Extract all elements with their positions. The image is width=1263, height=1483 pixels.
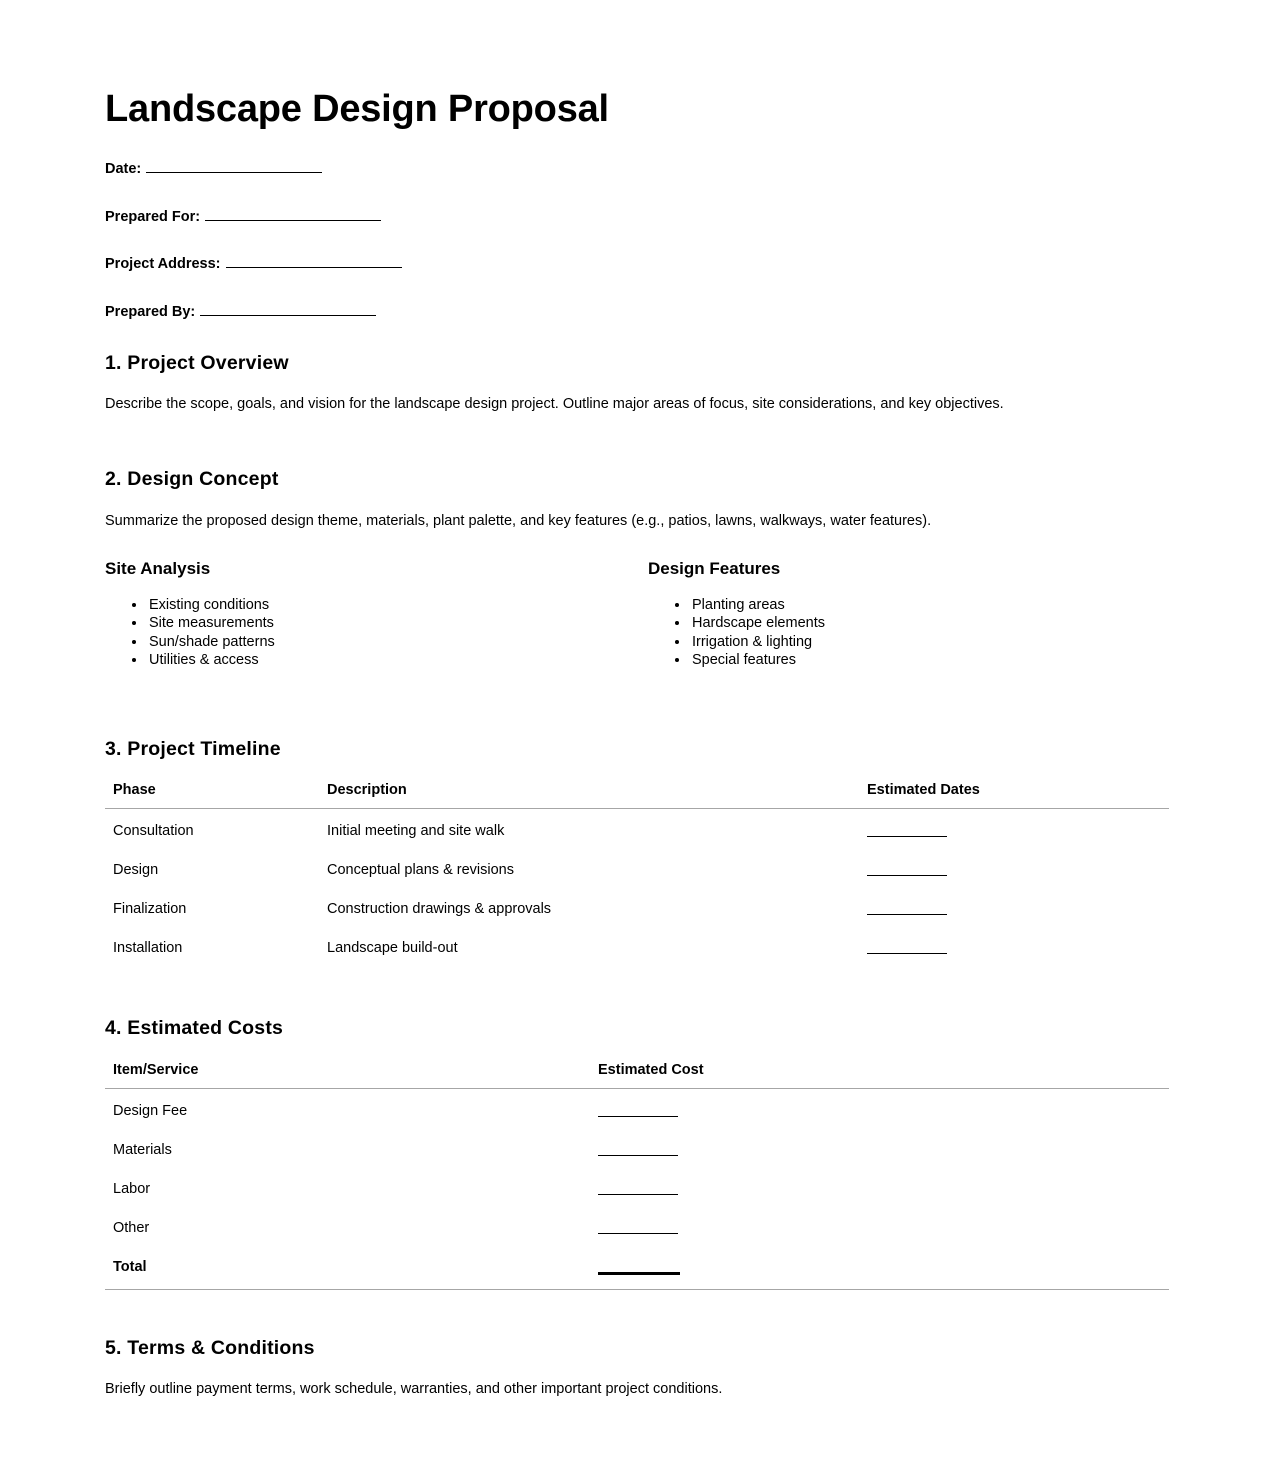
section-design-concept [105, 469, 1161, 668]
cell-total-cost [598, 1248, 1169, 1290]
section-heading-estimated-costs: 4. Estimated Costs [105, 1017, 284, 1040]
prepared-by-input-blank[interactable] [200, 303, 376, 316]
column-header-estimated-cost: Estimated Cost [598, 1062, 1169, 1089]
meta-label-prepared-for: Prepared For: [105, 208, 201, 225]
cell-estimated-dates [867, 890, 1169, 929]
meta-field-date [105, 160, 1161, 177]
column-header-item-service: Item/Service [105, 1062, 598, 1089]
project-address-input-blank[interactable] [226, 255, 402, 268]
subsection-heading-site-analysis: Site Analysis [105, 558, 211, 578]
estimated-dates-input-blank[interactable] [867, 825, 947, 837]
estimated-dates-input-blank[interactable] [867, 864, 947, 876]
total-cost-input-blank[interactable] [598, 1261, 680, 1275]
date-input-blank[interactable] [146, 160, 322, 173]
section-body-terms-conditions: Briefly outline payment terms, work schedule, warranties, and other important project conditions. [105, 1381, 723, 1398]
cell-item-service: Other [113, 1219, 150, 1236]
meta-label-date: Date: [105, 161, 142, 177]
cell-estimated-cost [598, 1131, 1169, 1170]
column-header-phase: Phase [105, 782, 327, 809]
cell-estimated-cost [598, 1088, 1169, 1131]
list-item: • Sun/shade patterns [147, 633, 648, 651]
list-item: • Utilities & access [147, 651, 648, 669]
list-item: • Special features [690, 651, 1161, 669]
prepared-for-input-blank[interactable] [205, 208, 381, 221]
cell-estimated-dates [867, 851, 1169, 890]
meta-field-prepared-for [105, 208, 1161, 225]
design-concept-columns [105, 560, 1161, 669]
cell-estimated-cost [598, 1170, 1169, 1209]
table-header-row [105, 1062, 1169, 1089]
table-row [105, 929, 1169, 968]
cell-description: Landscape build-out [327, 940, 458, 957]
cell-item-service: Labor [113, 1180, 151, 1197]
cell-phase: Consultation [113, 823, 194, 840]
column-header-description: Description [327, 782, 867, 809]
meta-field-prepared-by [105, 303, 1161, 320]
cell-estimated-dates [867, 809, 1169, 852]
list-item: • Existing conditions [147, 596, 648, 614]
estimated-dates-input-blank[interactable] [867, 903, 947, 915]
page-title: Landscape Design Proposal [105, 88, 609, 130]
table-row [105, 1131, 1169, 1170]
column-header-estimated-dates: Estimated Dates [867, 782, 1169, 809]
document-content [105, 0, 1161, 1399]
table-row [105, 809, 1169, 852]
subsection-heading-design-features: Design Features [648, 558, 781, 578]
cell-description: Construction drawings & approvals [327, 901, 552, 918]
table-row [105, 1088, 1169, 1131]
estimated-cost-input-blank[interactable] [598, 1183, 678, 1195]
section-heading-design-concept: 2. Design Concept [105, 468, 279, 491]
cell-item-service: Design Fee [113, 1102, 188, 1119]
table-row [105, 1170, 1169, 1209]
section-estimated-costs [105, 1018, 1161, 1289]
site-analysis-column [105, 560, 648, 669]
table-row-total [105, 1248, 1169, 1290]
table-row [105, 851, 1169, 890]
meta-label-project-address: Project Address: [105, 256, 221, 272]
site-analysis-list [105, 596, 648, 669]
list-item: • Irrigation & lighting [690, 633, 1161, 651]
design-features-list [648, 596, 1161, 669]
meta-label-prepared-by: Prepared By: [105, 303, 196, 320]
cell-item-service: Materials [113, 1141, 172, 1158]
estimated-costs-table [105, 1062, 1169, 1290]
section-project-overview [105, 353, 1161, 414]
cell-estimated-cost [598, 1209, 1169, 1248]
cell-phase: Finalization [113, 901, 187, 918]
estimated-cost-input-blank[interactable] [598, 1144, 678, 1156]
section-body-design-concept: Summarize the proposed design theme, materials, plant palette, and key features (e.g., patios, lawns, walkways, water features). [105, 512, 932, 529]
estimated-cost-input-blank[interactable] [598, 1222, 678, 1234]
list-item: • Site measurements [147, 614, 648, 632]
table-row [105, 1209, 1169, 1248]
table-row [105, 890, 1169, 929]
meta-field-project-address [105, 255, 1161, 272]
cell-phase: Design [113, 862, 159, 879]
cell-estimated-dates [867, 929, 1169, 968]
cell-total-label: Total [113, 1258, 147, 1275]
estimated-dates-input-blank[interactable] [867, 942, 947, 954]
list-item: • Hardscape elements [690, 614, 1161, 632]
cell-description: Conceptual plans & revisions [327, 862, 514, 879]
project-timeline-table [105, 782, 1169, 968]
section-heading-project-overview: 1. Project Overview [105, 352, 289, 374]
section-terms-conditions [105, 1338, 1161, 1399]
cell-phase: Installation [113, 940, 183, 957]
list-item: • Planting areas [690, 596, 1161, 614]
estimated-cost-input-blank[interactable] [598, 1105, 678, 1117]
section-heading-terms-conditions: 5. Terms & Conditions [105, 1336, 315, 1359]
section-project-timeline [105, 739, 1161, 968]
cell-description: Initial meeting and site walk [327, 823, 505, 840]
section-body-project-overview: Describe the scope, goals, and vision for the landscape design project. Outline major areas of focus, site considerations, and key objectives. [105, 396, 1004, 413]
proposal-meta-fields [105, 160, 1161, 319]
table-header-row [105, 782, 1169, 809]
design-features-column [648, 560, 1161, 669]
section-heading-project-timeline: 3. Project Timeline [105, 737, 281, 760]
